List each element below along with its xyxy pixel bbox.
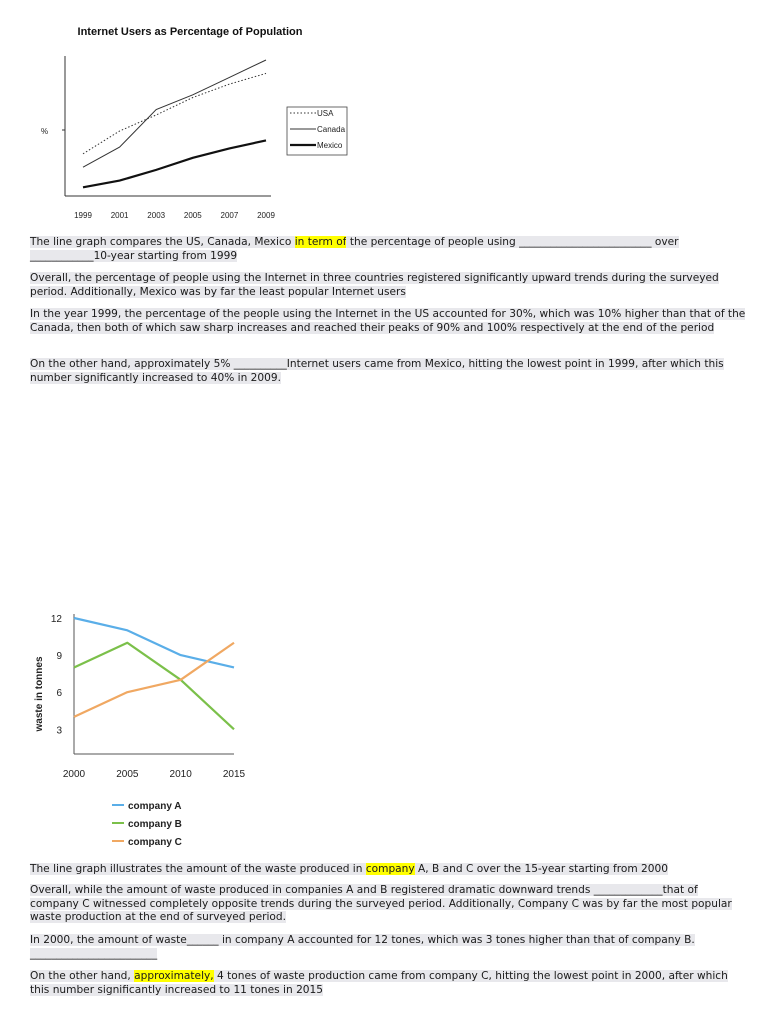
paragraph-detail-3: [30, 934, 746, 961]
legend-label-mexico: Mexico: [317, 141, 343, 150]
paragraph-text: 4 tones of waste production came from company C, hitting the lowest point in 2000, after which this number significantly increased to 11 tones in 2015: [30, 970, 728, 996]
paragraph-text: Overall, the percentage of people using the Internet in three countries registered significantly upward trends during the surveyed period. Additionally, Mexico was by far the least popular Internet users: [30, 272, 719, 298]
paragraph-overview-2: [30, 884, 746, 925]
paragraph-detail-2: [30, 358, 746, 385]
y-tick-label: 6: [56, 688, 62, 700]
x-tick-label: 2010: [169, 769, 192, 780]
paragraph-overview-1: [30, 272, 746, 299]
highlighted-text: approximately,: [134, 970, 214, 982]
y-axis-label: %: [41, 127, 49, 136]
waste-chart: [28, 604, 260, 854]
paragraph-text: The line graph illustrates the amount of the waste produced in: [30, 863, 366, 875]
paragraph-detail-4: [30, 970, 746, 997]
highlighted-text: in term of: [294, 236, 347, 248]
paragraph-text: In the year 1999, the percentage of the people using the Internet in the US accounted for 30%, which was 10% higher than that of the Canada, then both of which saw sharp increases and reached their peaks of 90% and 100% respectively at the end of the period: [30, 308, 746, 334]
x-tick-label: 2015: [222, 769, 246, 780]
highlighted-text: company: [365, 863, 415, 875]
series-line-canada: [83, 60, 266, 167]
legend-label-company-C: company C: [128, 837, 182, 848]
paragraph-text: In 2000, the amount of waste______ in company A accounted for 12 tones, which was 3 tones higher than that of company B. ________________________: [30, 934, 695, 960]
x-tick-label: 2009: [257, 211, 275, 220]
x-tick-label: 2003: [147, 211, 166, 220]
paragraph-intro-2: [30, 863, 746, 877]
legend-label-company-B: company B: [128, 819, 182, 830]
chart-title: Internet Users as Percentage of Population: [77, 26, 303, 38]
series-line-mexico: [83, 140, 266, 187]
x-tick-label: 2000: [62, 769, 86, 780]
paragraph-text: A, B and C over the 15-year starting from 2000: [414, 863, 668, 875]
paragraph-text: the percentage of people using _________________________ over ____________10-year starting from 1999: [30, 236, 679, 262]
paragraph-detail-1: [30, 308, 746, 335]
y-tick-label: 12: [50, 614, 62, 625]
y-axis-label: waste in tonnes: [34, 656, 45, 732]
legend-label-usa: USA: [317, 109, 334, 118]
x-tick-label: 2007: [220, 211, 239, 220]
x-tick-label: 2001: [110, 211, 129, 220]
x-tick-label: 1999: [74, 211, 92, 220]
series-line-usa: [83, 73, 266, 153]
x-tick-label: 2005: [183, 211, 202, 220]
paragraph-text: On the other hand, approximately 5% __________Internet users came from Mexico, hitting the lowest point in 1999, after which this number significantly increased to 40% in 2009.: [30, 358, 724, 384]
paragraph-intro-1: [30, 236, 746, 263]
paragraph-text: On the other hand,: [30, 970, 135, 982]
y-tick-label: 3: [56, 725, 62, 737]
legend-label-canada: Canada: [317, 125, 346, 134]
waste-chart-svg: [28, 604, 260, 854]
y-tick-label: 9: [56, 651, 62, 663]
paragraph-text: The line graph compares the US, Canada, Mexico: [30, 236, 295, 248]
paragraph-text: Overall, while the amount of waste produced in companies A and B registered dramatic downward trends _____________that of company C witnessed completely opposite trends during the surveyed period. Additionally, Company C was by far the most popular waste production at the end of surveyed period.: [30, 884, 732, 924]
legend-label-company-A: company A: [128, 801, 182, 812]
x-tick-label: 2005: [116, 769, 139, 780]
internet-users-chart: [30, 16, 350, 226]
internet-users-chart-svg: [30, 16, 350, 226]
